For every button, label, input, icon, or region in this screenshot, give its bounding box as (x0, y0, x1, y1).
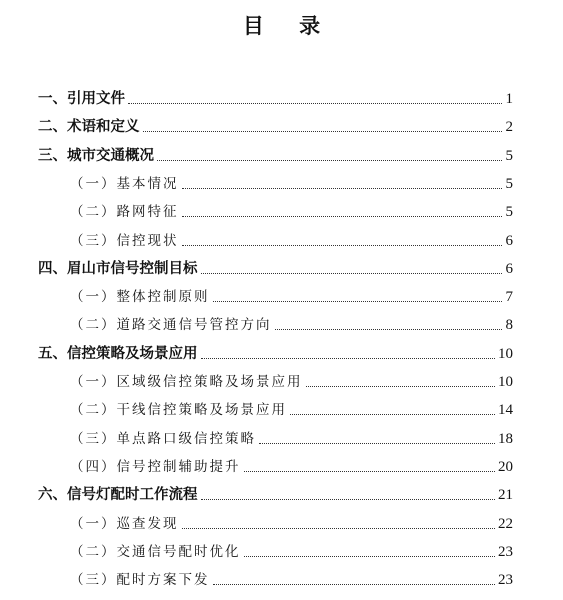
dot-leader (213, 300, 503, 302)
toc-entry[interactable] (38, 341, 513, 363)
toc-entry-title: （二）路网特征 (70, 204, 179, 221)
toc-entry-title: 六、信号灯配时工作流程 (38, 487, 198, 504)
dot-leader (182, 215, 503, 217)
dot-leader (306, 385, 496, 387)
toc-entry-title: （三）配时方案下发 (70, 572, 210, 589)
toc-entry-title: （四）信号控制辅助提升 (70, 458, 241, 475)
toc-page-number: 10 (498, 374, 513, 390)
toc-entry[interactable] (70, 397, 513, 419)
toc-page-number: 8 (505, 317, 513, 334)
dot-leader (182, 527, 496, 529)
toc-entry-title: （三）单点路口级信控策略 (70, 430, 256, 447)
dot-leader (244, 470, 496, 472)
toc-entry[interactable] (38, 114, 513, 136)
toc-page-number: 14 (498, 402, 513, 419)
toc-page-number: 22 (498, 515, 513, 532)
dot-leader (201, 272, 503, 274)
toc-page-number: 6 (505, 232, 513, 249)
toc-entry[interactable] (38, 143, 513, 165)
toc-entry[interactable] (70, 426, 513, 448)
toc-entry-title: 四、眉山市信号控制目标 (38, 260, 198, 277)
toc-entry[interactable] (70, 199, 513, 221)
toc-entry-title: （二）道路交通信号管控方向 (70, 317, 272, 334)
toc-entry-title: 三、城市交通概况 (38, 147, 154, 164)
toc-entry-title: （三）信控现状 (70, 232, 179, 249)
toc-entry[interactable] (38, 482, 513, 504)
toc-page-number: 5 (505, 147, 513, 164)
toc-entry[interactable] (70, 539, 513, 561)
dot-leader (182, 244, 503, 246)
toc-page-number: 23 (498, 543, 513, 560)
toc-entry-title: 一、引用文件 (38, 91, 125, 107)
toc-page-number: 21 (498, 487, 513, 504)
toc-entry-title: 五、信控策略及场景应用 (38, 345, 198, 362)
toc-entry[interactable] (70, 567, 513, 589)
toc-entry-title: 二、术语和定义 (38, 119, 140, 136)
dot-leader (259, 442, 495, 444)
toc-page-number: 2 (505, 119, 513, 136)
toc-entry[interactable] (38, 86, 513, 108)
toc-page-number: 20 (498, 458, 513, 475)
toc-entry-title: （一）基本情况 (70, 175, 179, 192)
toc-entry[interactable] (70, 171, 513, 193)
toc-entry[interactable] (70, 228, 513, 250)
toc-entry-title: （一）区域级信控策略及场景应用 (70, 374, 303, 390)
toc-page-number: 6 (505, 260, 513, 277)
toc-page-number: 18 (498, 430, 513, 447)
dot-leader (213, 583, 496, 585)
toc-entry[interactable] (70, 369, 513, 391)
dot-leader (157, 159, 502, 161)
toc-entry[interactable] (38, 256, 513, 278)
dot-leader (143, 130, 503, 132)
toc-entry-title: （一）整体控制原则 (70, 289, 210, 306)
toc-page-number: 10 (498, 345, 513, 362)
toc-page-number: 1 (505, 91, 513, 107)
toc-entry-title: （一）巡查发现 (70, 515, 179, 532)
toc-entry[interactable] (70, 454, 513, 476)
toc-entry[interactable] (70, 312, 513, 334)
toc-entry-title: （二）交通信号配时优化 (70, 543, 241, 560)
toc-page-number: 5 (505, 175, 513, 192)
dot-leader (182, 187, 503, 189)
toc-entry[interactable] (70, 511, 513, 533)
toc-entry-title: （二）干线信控策略及场景应用 (70, 402, 287, 419)
toc-entry[interactable] (70, 284, 513, 306)
toc-page-number: 5 (505, 204, 513, 221)
dot-leader (275, 328, 503, 330)
dot-leader (290, 413, 495, 415)
dot-leader (128, 102, 502, 104)
dot-leader (244, 555, 496, 557)
dot-leader (201, 357, 496, 359)
toc-page-number: 23 (498, 572, 513, 589)
toc-title: 目 录 (242, 14, 335, 38)
dot-leader (201, 498, 496, 500)
toc-page-number: 7 (505, 289, 513, 306)
